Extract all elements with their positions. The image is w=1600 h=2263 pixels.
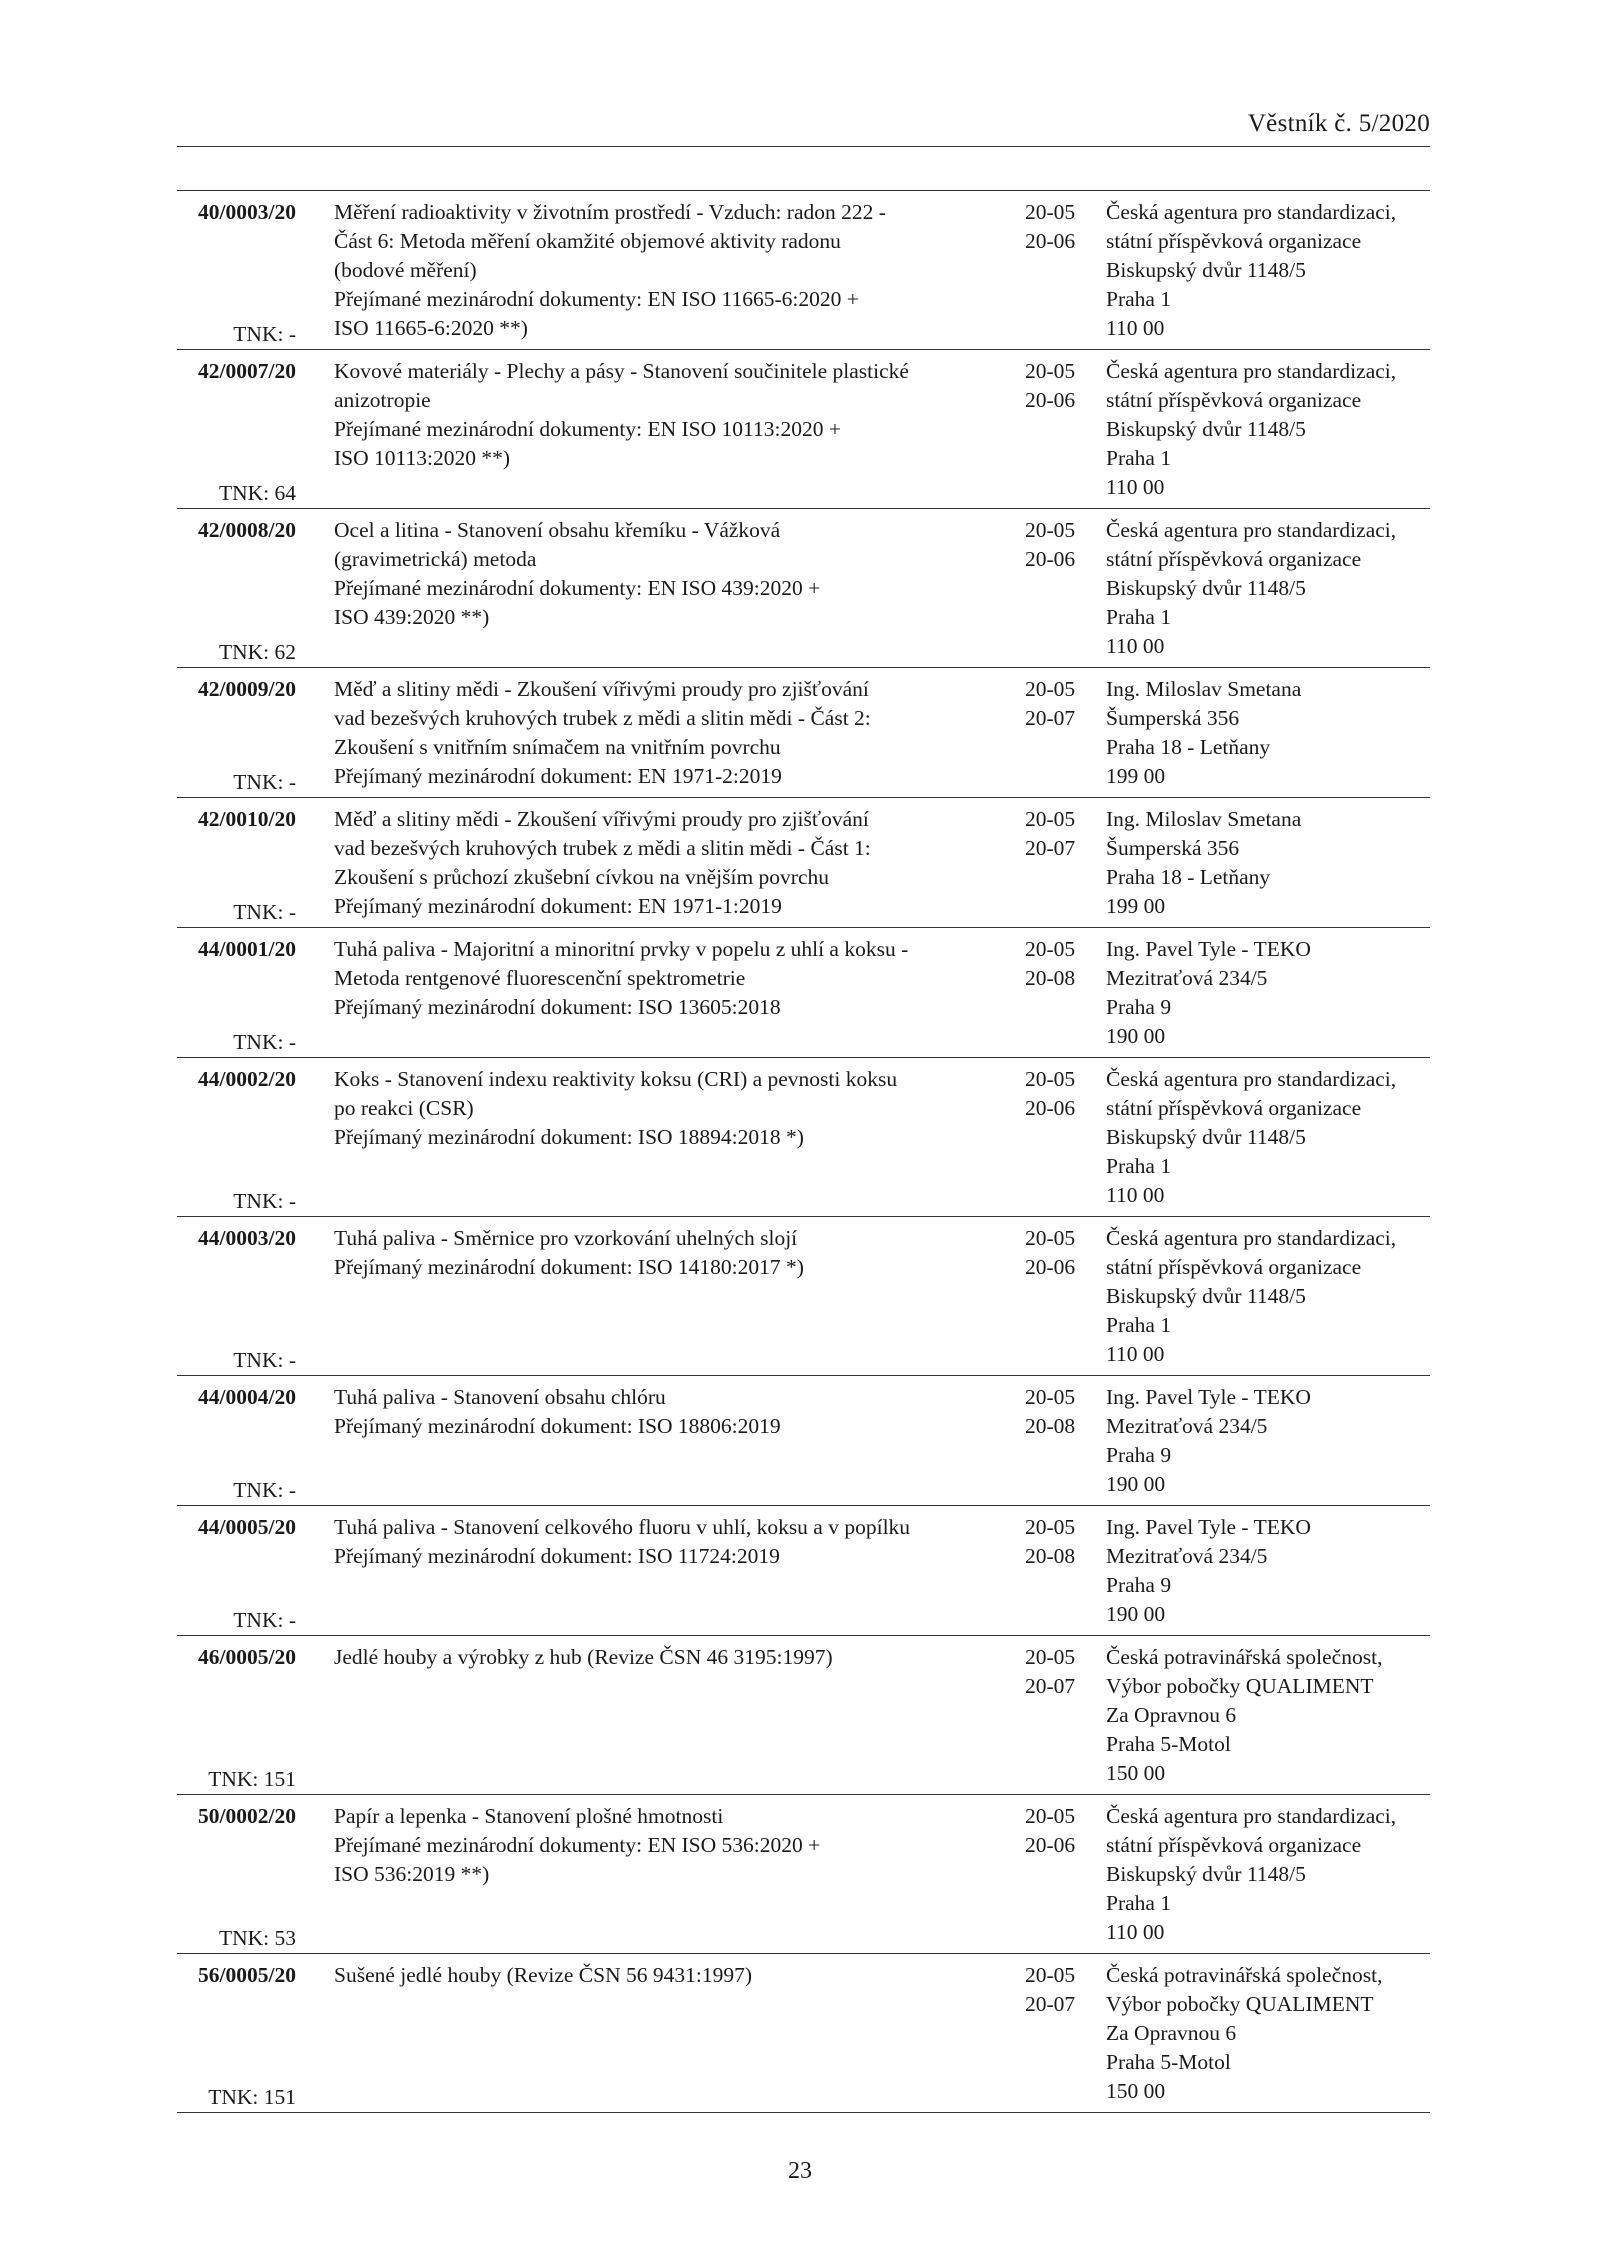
date-value: 20-05 <box>1025 200 1076 224</box>
table-row <box>177 191 1430 350</box>
contact-line: Česká agentura pro standardizaci, <box>1106 359 1397 383</box>
contact-line: 199 00 <box>1106 894 1166 918</box>
contact-cell <box>1091 1954 1430 2113</box>
date-value: 20-05 <box>1025 1515 1076 1539</box>
contact-line: Šumperská 356 <box>1106 706 1240 730</box>
contact-line: Výbor pobočky QUALIMENT <box>1106 1674 1374 1698</box>
description-line: Přejímaný mezinárodní dokument: EN 1971-1:2019 <box>334 894 782 918</box>
date-value: 20-05 <box>1025 1804 1076 1828</box>
description-line: Metoda rentgenové fluorescenční spektrometrie <box>334 966 746 990</box>
contact-line: Ing. Pavel Tyle - TEKO <box>1106 1515 1311 1539</box>
tnk-label: TNK: - <box>233 900 296 924</box>
standard-code: 44/0005/20 <box>198 1515 296 1539</box>
contact-line: Česká agentura pro standardizaci, <box>1106 1226 1397 1250</box>
header-title: Věstník č. 5/2020 <box>1247 110 1430 137</box>
description-line: Tuhá paliva - Stanovení obsahu chlóru <box>334 1385 666 1409</box>
contact-line: Šumperská 356 <box>1106 836 1240 860</box>
date-value: 20-05 <box>1025 1385 1076 1409</box>
standard-code: 42/0009/20 <box>198 677 296 701</box>
contact-cell <box>1091 928 1430 1058</box>
description-line: Papír a lepenka - Stanovení plošné hmotnosti <box>334 1804 724 1828</box>
contact-cell <box>1091 798 1430 928</box>
description-line: Přejímaný mezinárodní dokument: ISO 14180:2017 *) <box>334 1255 804 1279</box>
table-row <box>177 1217 1430 1376</box>
contact-line: Praha 5-Motol <box>1106 1732 1231 1756</box>
contact-line: 110 00 <box>1106 1920 1165 1944</box>
standards-table <box>177 190 1430 2113</box>
description-line: anizotropie <box>334 388 431 412</box>
date-value: 20-07 <box>1025 836 1076 860</box>
description-cell <box>324 798 1007 928</box>
contact-line: Praha 1 <box>1106 1313 1172 1337</box>
contact-line: Praha 9 <box>1106 1573 1172 1597</box>
description-cell <box>324 1376 1007 1506</box>
contact-line: Praha 5-Motol <box>1106 2050 1231 2074</box>
contact-line: Praha 18 - Letňany <box>1106 735 1271 759</box>
contact-line: Praha 9 <box>1106 1443 1172 1467</box>
header-rule <box>177 146 1430 147</box>
description-line: ISO 11665-6:2020 **) <box>334 316 528 340</box>
contact-line: 199 00 <box>1106 764 1166 788</box>
contact-line: Biskupský dvůr 1148/5 <box>1106 417 1306 441</box>
contact-cell <box>1091 1506 1430 1636</box>
date-value: 20-06 <box>1025 1833 1076 1857</box>
description-line: ISO 439:2020 **) <box>334 605 490 629</box>
standard-code: 50/0002/20 <box>198 1804 296 1828</box>
description-cell <box>324 509 1007 668</box>
contact-line: Praha 1 <box>1106 446 1172 470</box>
date-value: 20-05 <box>1025 677 1076 701</box>
description-line: (bodové měření) <box>334 258 477 282</box>
table-row <box>177 928 1430 1058</box>
standard-code: 56/0005/20 <box>198 1963 296 1987</box>
description-line: Koks - Stanovení indexu reaktivity koksu (CRI) a pevnosti koksu <box>334 1067 898 1091</box>
date-value: 20-05 <box>1025 937 1076 961</box>
contact-line: 150 00 <box>1106 2079 1166 2103</box>
date-cell <box>1007 1636 1091 1795</box>
standard-code: 42/0007/20 <box>198 359 296 383</box>
code-cell <box>177 1376 324 1506</box>
date-cell <box>1007 798 1091 928</box>
table-row <box>177 1954 1430 2113</box>
date-value: 20-08 <box>1025 1414 1076 1438</box>
description-line: Část 6: Metoda měření okamžité objemové aktivity radonu <box>334 229 841 253</box>
description-line: Jedlé houby a výrobky z hub (Revize ČSN 46 3195:1997) <box>334 1645 833 1669</box>
contact-line: Ing. Miloslav Smetana <box>1106 807 1302 831</box>
contact-line: 190 00 <box>1106 1472 1166 1496</box>
date-value: 20-05 <box>1025 1226 1076 1250</box>
code-cell <box>177 1058 324 1217</box>
contact-cell <box>1091 1636 1430 1795</box>
contact-line: Biskupský dvůr 1148/5 <box>1106 258 1306 282</box>
code-cell <box>177 509 324 668</box>
description-line: Přejímaný mezinárodní dokument: ISO 11724:2019 <box>334 1544 780 1568</box>
contact-line: 110 00 <box>1106 634 1165 658</box>
contact-cell <box>1091 1217 1430 1376</box>
contact-line: Ing. Miloslav Smetana <box>1106 677 1302 701</box>
description-line: ISO 10113:2020 **) <box>334 446 510 470</box>
description-cell <box>324 928 1007 1058</box>
code-cell <box>177 191 324 350</box>
date-cell <box>1007 1217 1091 1376</box>
description-line: Měření radioaktivity v životním prostředí - Vzduch: radon 222 - <box>334 200 886 224</box>
date-value: 20-08 <box>1025 1544 1076 1568</box>
date-value: 20-06 <box>1025 388 1076 412</box>
tnk-label: TNK: 151 <box>208 2085 296 2109</box>
contact-line: Za Opravnou 6 <box>1106 2021 1237 2045</box>
date-cell <box>1007 191 1091 350</box>
date-cell <box>1007 1954 1091 2113</box>
code-cell <box>177 350 324 509</box>
contact-line: Praha 9 <box>1106 995 1172 1019</box>
contact-line: 110 00 <box>1106 1183 1165 1207</box>
description-line: Zkoušení s průchozí zkušební cívkou na vnějším povrchu <box>334 865 829 889</box>
contact-line: státní příspěvková organizace <box>1106 388 1362 412</box>
description-line: Tuhá paliva - Směrnice pro vzorkování uhelných slojí <box>334 1226 798 1250</box>
standard-code: 46/0005/20 <box>198 1645 296 1669</box>
table-row <box>177 798 1430 928</box>
contact-line: Za Opravnou 6 <box>1106 1703 1237 1727</box>
contact-line: 110 00 <box>1106 316 1165 340</box>
contact-line: Ing. Pavel Tyle - TEKO <box>1106 937 1311 961</box>
date-value: 20-05 <box>1025 359 1076 383</box>
description-line: (gravimetrická) metoda <box>334 547 537 571</box>
contact-line: státní příspěvková organizace <box>1106 229 1362 253</box>
description-line: Přejímaný mezinárodní dokument: ISO 18806:2019 <box>334 1414 781 1438</box>
description-line: po reakci (CSR) <box>334 1096 474 1120</box>
date-value: 20-06 <box>1025 1255 1076 1279</box>
description-line: Zkoušení s vnitřním snímačem na vnitřním povrchu <box>334 735 781 759</box>
standard-code: 44/0002/20 <box>198 1067 296 1091</box>
date-value: 20-05 <box>1025 1963 1076 1987</box>
contact-cell <box>1091 350 1430 509</box>
contact-cell <box>1091 668 1430 798</box>
contact-line: 190 00 <box>1106 1024 1166 1048</box>
tnk-label: TNK: - <box>233 770 296 794</box>
date-cell <box>1007 928 1091 1058</box>
standard-code: 44/0003/20 <box>198 1226 296 1250</box>
description-line: Přejímaný mezinárodní dokument: EN 1971-2:2019 <box>334 764 782 788</box>
tnk-label: TNK: - <box>233 1030 296 1054</box>
description-line: Měď a slitiny mědi - Zkoušení vířivými proudy pro zjišťování <box>334 677 869 701</box>
table-row <box>177 1058 1430 1217</box>
contact-cell <box>1091 1058 1430 1217</box>
description-line: Přejímaný mezinárodní dokument: ISO 13605:2018 <box>334 995 781 1019</box>
table-row <box>177 1376 1430 1506</box>
code-cell <box>177 928 324 1058</box>
contact-line: Biskupský dvůr 1148/5 <box>1106 576 1306 600</box>
contact-line: Praha 1 <box>1106 605 1172 629</box>
code-cell <box>177 1954 324 2113</box>
table-row <box>177 350 1430 509</box>
tnk-label: TNK: 53 <box>218 1926 296 1950</box>
code-cell <box>177 1506 324 1636</box>
contact-line: státní příspěvková organizace <box>1106 1833 1362 1857</box>
contact-line: Biskupský dvůr 1148/5 <box>1106 1284 1306 1308</box>
description-line: Měď a slitiny mědi - Zkoušení vířivými proudy pro zjišťování <box>334 807 869 831</box>
tnk-label: TNK: - <box>233 1189 296 1213</box>
date-value: 20-08 <box>1025 966 1076 990</box>
description-line: Kovové materiály - Plechy a pásy - Stanovení součinitele plastické <box>334 359 909 383</box>
contact-cell <box>1091 509 1430 668</box>
description-line: Tuhá paliva - Stanovení celkového fluoru v uhlí, koksu a v popílku <box>334 1515 911 1539</box>
contact-line: Mezitraťová 234/5 <box>1106 1544 1268 1568</box>
contact-line: Česká potravinářská společnost, <box>1106 1963 1383 1987</box>
date-value: 20-06 <box>1025 547 1076 571</box>
tnk-label: TNK: - <box>233 1608 296 1632</box>
tnk-label: TNK: - <box>233 322 296 346</box>
standards-table-body <box>177 191 1430 2113</box>
description-cell <box>324 1058 1007 1217</box>
contact-line: Praha 1 <box>1106 1154 1172 1178</box>
date-cell <box>1007 668 1091 798</box>
standard-code: 44/0004/20 <box>198 1385 296 1409</box>
date-cell <box>1007 350 1091 509</box>
description-cell <box>324 191 1007 350</box>
code-cell <box>177 1636 324 1795</box>
table-row <box>177 509 1430 668</box>
contact-line: 150 00 <box>1106 1761 1166 1785</box>
description-line: ISO 536:2019 **) <box>334 1862 490 1886</box>
description-line: Ocel a litina - Stanovení obsahu křemíku - Vážková <box>334 518 781 542</box>
date-value: 20-06 <box>1025 229 1076 253</box>
contact-cell <box>1091 1795 1430 1954</box>
table-row <box>177 668 1430 798</box>
contact-line: Praha 18 - Letňany <box>1106 865 1271 889</box>
contact-line: Mezitraťová 234/5 <box>1106 1414 1268 1438</box>
standard-code: 42/0010/20 <box>198 807 296 831</box>
contact-cell <box>1091 191 1430 350</box>
date-value: 20-06 <box>1025 1096 1076 1120</box>
date-cell <box>1007 509 1091 668</box>
code-cell <box>177 1795 324 1954</box>
contact-line: 190 00 <box>1106 1602 1166 1626</box>
contact-line: Praha 1 <box>1106 1891 1172 1915</box>
description-line: vad bezešvých kruhových trubek z mědi a slitin mědi - Část 1: <box>334 836 871 860</box>
contact-line: státní příspěvková organizace <box>1106 1096 1362 1120</box>
standard-code: 44/0001/20 <box>198 937 296 961</box>
contact-line: Ing. Pavel Tyle - TEKO <box>1106 1385 1311 1409</box>
description-cell <box>324 1506 1007 1636</box>
code-cell <box>177 1217 324 1376</box>
standard-code: 40/0003/20 <box>198 200 296 224</box>
table-row <box>177 1636 1430 1795</box>
description-line: Přejímané mezinárodní dokumenty: EN ISO 11665-6:2020 + <box>334 287 859 311</box>
date-value: 20-05 <box>1025 807 1076 831</box>
contact-line: státní příspěvková organizace <box>1106 1255 1362 1279</box>
date-cell <box>1007 1058 1091 1217</box>
contact-line: Česká potravinářská společnost, <box>1106 1645 1383 1669</box>
description-line: Přejímané mezinárodní dokumenty: EN ISO 536:2020 + <box>334 1833 821 1857</box>
date-value: 20-07 <box>1025 706 1076 730</box>
tnk-label: TNK: 64 <box>218 481 296 505</box>
contact-line: Mezitraťová 234/5 <box>1106 966 1268 990</box>
standard-code: 42/0008/20 <box>198 518 296 542</box>
contact-line: Biskupský dvůr 1148/5 <box>1106 1125 1306 1149</box>
contact-line: Výbor pobočky QUALIMENT <box>1106 1992 1374 2016</box>
code-cell <box>177 798 324 928</box>
table-row <box>177 1506 1430 1636</box>
description-cell <box>324 350 1007 509</box>
contact-line: 110 00 <box>1106 1342 1165 1366</box>
contact-line: Česká agentura pro standardizaci, <box>1106 1067 1397 1091</box>
description-cell <box>324 1636 1007 1795</box>
contact-line: státní příspěvková organizace <box>1106 547 1362 571</box>
description-line: Tuhá paliva - Majoritní a minoritní prvky v popelu z uhlí a koksu - <box>334 937 909 961</box>
contact-line: Praha 1 <box>1106 287 1172 311</box>
date-value: 20-05 <box>1025 1067 1076 1091</box>
description-line: vad bezešvých kruhových trubek z mědi a slitin mědi - Část 2: <box>334 706 871 730</box>
date-cell <box>1007 1506 1091 1636</box>
code-cell <box>177 668 324 798</box>
contact-line: Biskupský dvůr 1148/5 <box>1106 1862 1306 1886</box>
description-line: Přejímané mezinárodní dokumenty: EN ISO 439:2020 + <box>334 576 821 600</box>
description-line: Přejímaný mezinárodní dokument: ISO 18894:2018 *) <box>334 1125 804 1149</box>
contact-cell <box>1091 1376 1430 1506</box>
description-line: Přejímané mezinárodní dokumenty: EN ISO 10113:2020 + <box>334 417 841 441</box>
table-row <box>177 1795 1430 1954</box>
date-value: 20-05 <box>1025 518 1076 542</box>
contact-line: Česká agentura pro standardizaci, <box>1106 1804 1397 1828</box>
date-cell <box>1007 1376 1091 1506</box>
description-cell <box>324 1795 1007 1954</box>
tnk-label: TNK: - <box>233 1348 296 1372</box>
date-value: 20-05 <box>1025 1645 1076 1669</box>
contact-line: Česká agentura pro standardizaci, <box>1106 200 1397 224</box>
description-cell <box>324 668 1007 798</box>
tnk-label: TNK: - <box>233 1478 296 1502</box>
description-cell <box>324 1217 1007 1376</box>
date-value: 20-07 <box>1025 1674 1076 1698</box>
contact-line: Česká agentura pro standardizaci, <box>1106 518 1397 542</box>
page-number: 23 <box>788 2158 812 2184</box>
date-cell <box>1007 1795 1091 1954</box>
description-line: Sušené jedlé houby (Revize ČSN 56 9431:1997) <box>334 1963 753 1987</box>
description-cell <box>324 1954 1007 2113</box>
tnk-label: TNK: 151 <box>208 1767 296 1791</box>
date-value: 20-07 <box>1025 1992 1076 2016</box>
contact-line: 110 00 <box>1106 475 1165 499</box>
tnk-label: TNK: 62 <box>218 640 296 664</box>
